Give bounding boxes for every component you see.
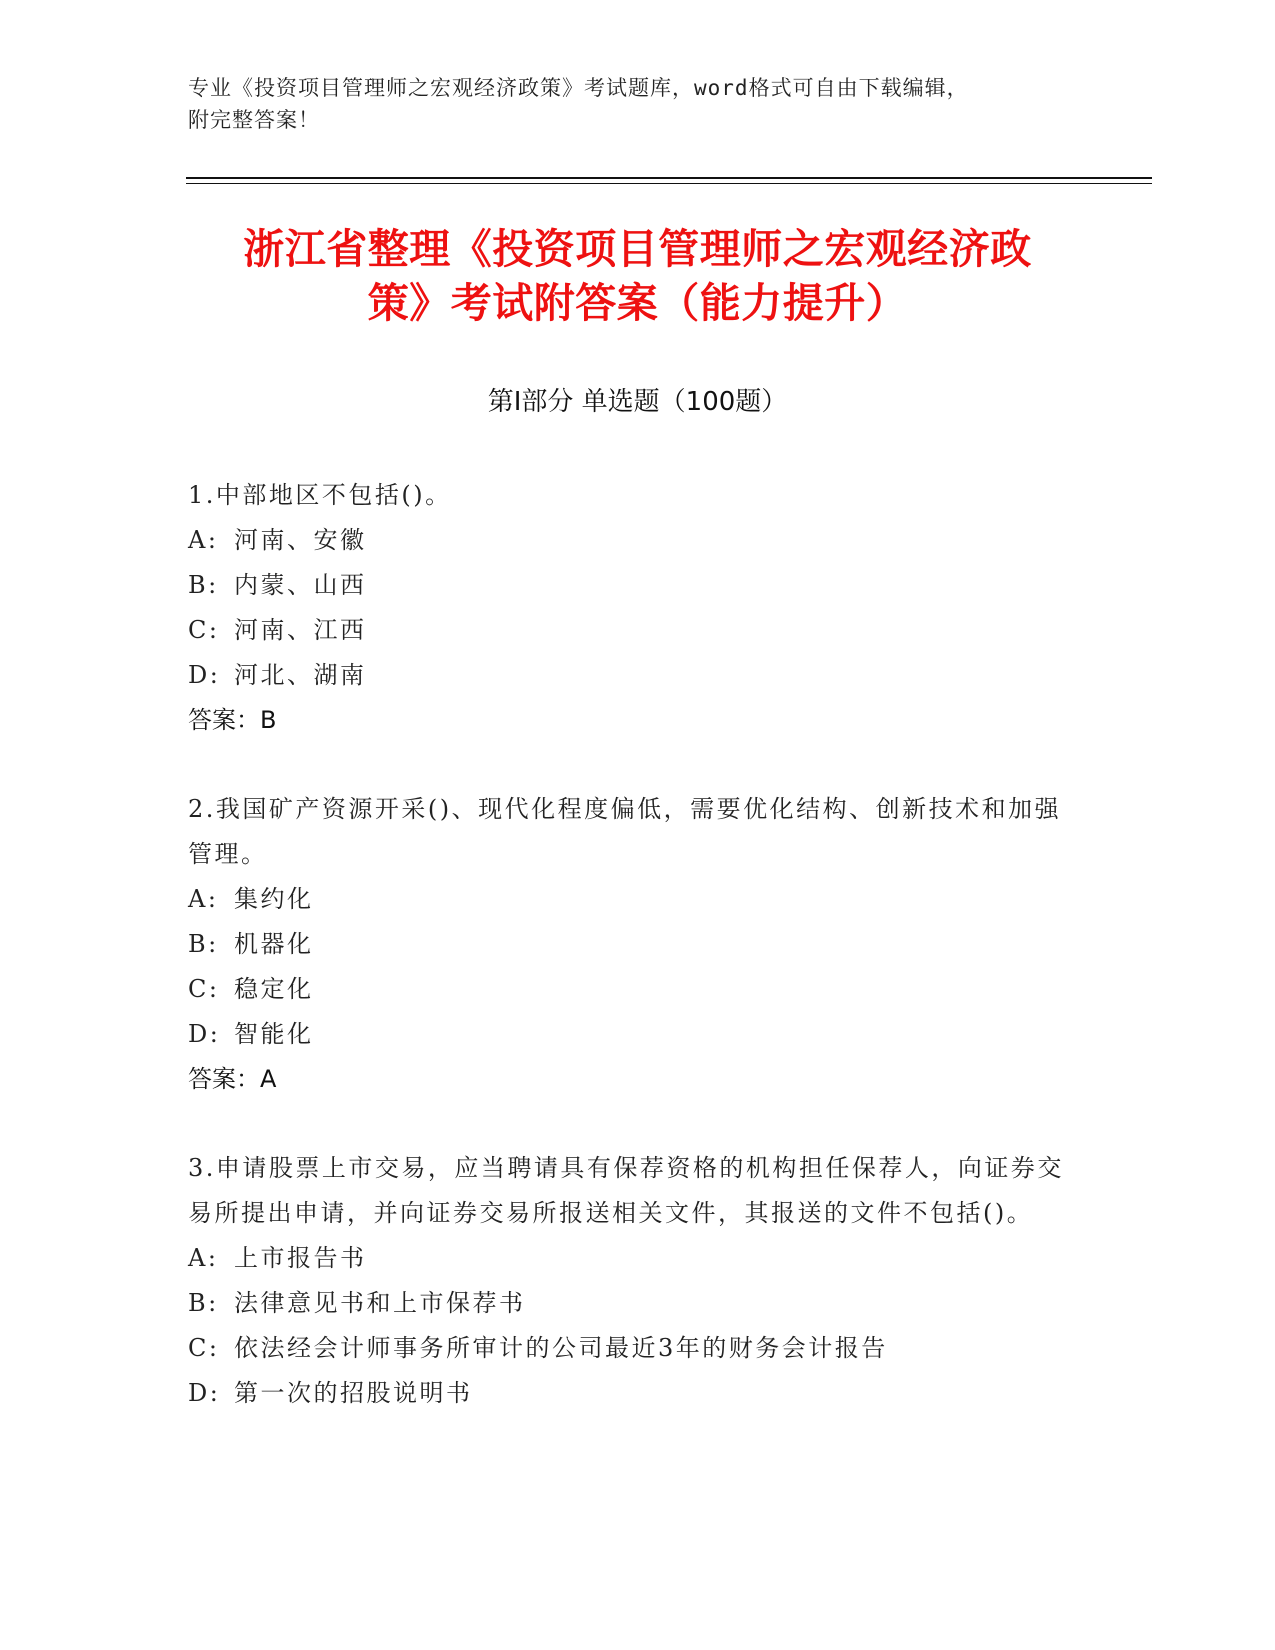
option-letter: D: bbox=[188, 1379, 221, 1407]
question-stem: 3.申请股票上市交易，应当聘请具有保荐资格的机构担任保荐人，向证券交易所提出申请，并向证券交易所报送相关文件，其报送的文件不包括()。 bbox=[188, 1154, 1064, 1227]
option-text: 智能化 bbox=[234, 1020, 314, 1048]
option-letter: C: bbox=[188, 616, 220, 644]
option-text: 河北、湖南 bbox=[234, 661, 367, 689]
option-c bbox=[188, 608, 1068, 653]
option-letter: A: bbox=[188, 885, 219, 913]
document-title-line-1: 浙江省整理《投资项目管理师之宏观经济政 bbox=[243, 225, 1032, 273]
option-b bbox=[188, 1281, 1068, 1326]
option-a bbox=[188, 1236, 1068, 1281]
option-letter: C: bbox=[188, 975, 220, 1003]
answer-label: 答案：B bbox=[188, 706, 277, 734]
option-a bbox=[188, 518, 1068, 563]
option-letter: A: bbox=[188, 1244, 219, 1272]
section-title: 第Ⅰ部分 单选题（100题） bbox=[487, 387, 788, 417]
option-text: 河南、江西 bbox=[234, 616, 367, 644]
question-3 bbox=[188, 1146, 1068, 1416]
option-letter: A: bbox=[188, 526, 219, 554]
option-text: 河南、安徽 bbox=[234, 526, 367, 554]
option-d bbox=[188, 1012, 1068, 1057]
question-2 bbox=[188, 787, 1068, 1102]
option-text: 内蒙、山西 bbox=[234, 571, 367, 599]
answer-label: 答案：A bbox=[188, 1065, 277, 1093]
option-b bbox=[188, 563, 1068, 608]
option-letter: D: bbox=[188, 1020, 221, 1048]
option-letter: C: bbox=[188, 1334, 220, 1362]
option-a bbox=[188, 877, 1068, 922]
question-list bbox=[188, 473, 1068, 1460]
document-title-line-2: 策》考试附答案（能力提升） bbox=[367, 279, 908, 327]
option-c bbox=[188, 967, 1068, 1012]
option-d bbox=[188, 653, 1068, 698]
option-letter: B: bbox=[188, 1289, 219, 1317]
option-letter: B: bbox=[188, 571, 219, 599]
header-divider-thin bbox=[186, 183, 1152, 184]
option-text: 集约化 bbox=[234, 885, 314, 913]
header-divider-thick bbox=[186, 177, 1152, 179]
header-note-line-2: 附完整答案！ bbox=[188, 108, 320, 132]
option-c bbox=[188, 1326, 1068, 1371]
question-1 bbox=[188, 473, 1068, 743]
option-letter: B: bbox=[188, 930, 219, 958]
question-stem: 1.中部地区不包括()。 bbox=[188, 481, 452, 509]
option-text: 稳定化 bbox=[234, 975, 314, 1003]
option-text: 第一次的招股说明书 bbox=[234, 1379, 473, 1407]
header-note-line-1: 专业《投资项目管理师之宏观经济政策》考试题库，word格式可自由下载编辑， bbox=[188, 76, 969, 100]
option-d bbox=[188, 1371, 1068, 1416]
option-text: 机器化 bbox=[234, 930, 314, 958]
question-stem: 2.我国矿产资源开采()、现代化程度偏低，需要优化结构、创新技术和加强管理。 bbox=[188, 795, 1062, 868]
option-text: 法律意见书和上市保荐书 bbox=[234, 1289, 526, 1317]
option-text: 依法经会计师事务所审计的公司最近3年的财务会计报告 bbox=[234, 1334, 888, 1362]
option-b bbox=[188, 922, 1068, 967]
option-letter: D: bbox=[188, 661, 221, 689]
header-note bbox=[188, 72, 1068, 136]
document-title bbox=[150, 222, 1125, 330]
option-text: 上市报告书 bbox=[234, 1244, 367, 1272]
